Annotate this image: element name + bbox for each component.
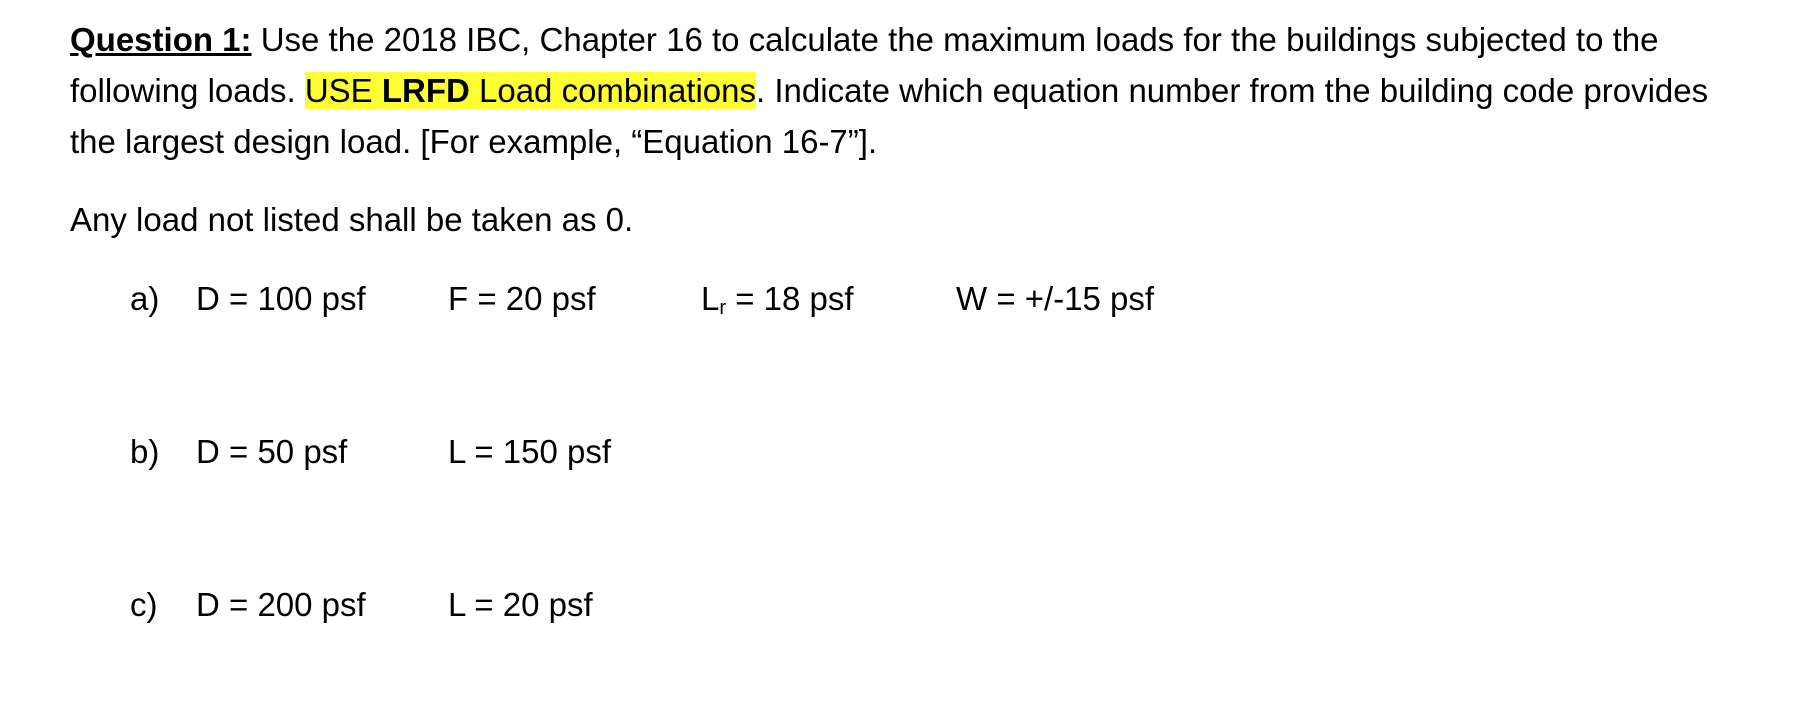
dead-load: D = 50 psf [196, 433, 348, 470]
question-text-2: . Indicate which equation number from the building code provides the largest design load. [For example, “Equation 16-7”]. [70, 72, 1709, 160]
zero-load-note: Any load not listed shall be taken as 0. [70, 201, 634, 238]
dead-load: D = 200 psf [196, 586, 366, 623]
question-paragraph [70, 14, 1710, 167]
live-load: L = 150 psf [448, 433, 611, 470]
question-label: Question 1: [70, 21, 252, 58]
roof-live-load [701, 277, 854, 321]
live-load: L = 20 psf [448, 586, 593, 623]
question-text-1: Use the 2018 IBC, Chapter 16 to calculate the maximum loads for the buildings subjected to the following loads. [70, 21, 1659, 109]
item-label: a) [130, 280, 160, 317]
fluid-load: F = 20 psf [448, 280, 596, 317]
roof-live-value: = 18 psf [726, 280, 854, 317]
dead-load: D = 100 psf [196, 280, 366, 317]
item-label: b) [130, 433, 160, 470]
highlight-post: Load combinations [469, 72, 757, 109]
roof-live-subscript: r [719, 297, 727, 319]
item-label: c) [130, 586, 158, 623]
highlighted-instruction [305, 72, 756, 109]
highlight-bold: LRFD [381, 72, 470, 109]
wind-load: W = +/-15 psf [956, 280, 1155, 317]
highlight-pre: USE [304, 72, 382, 109]
roof-live-symbol: L [701, 280, 720, 317]
